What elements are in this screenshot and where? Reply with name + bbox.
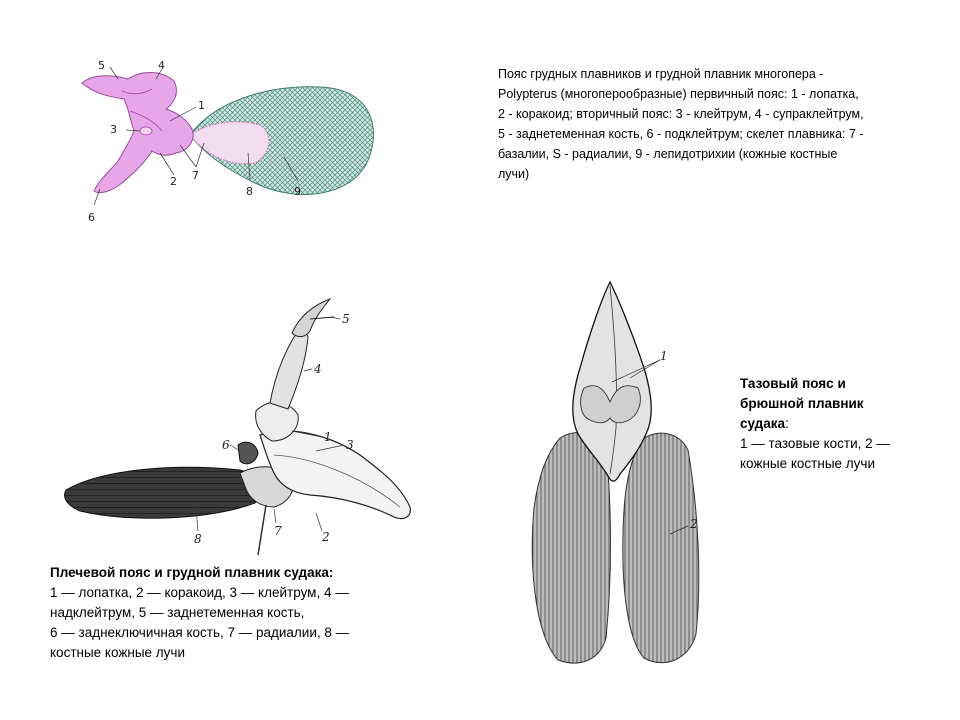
pelvic-label-2: 2 [690, 517, 698, 531]
pikeperch-caption [50, 563, 430, 663]
pikeperch-label-6: 6 [222, 438, 230, 452]
pikeperch-label-7: 7 [274, 524, 282, 538]
pelvic-caption-title-suffix: : [785, 416, 789, 431]
pikeperch-supracleithrum-shape [270, 331, 308, 409]
polypterus-girdle-diagram [70, 55, 390, 235]
pelvic-label-1: 1 [660, 349, 668, 363]
polypterus-label-5: 5 [98, 59, 105, 72]
pelvic-girdle-diagram [520, 278, 730, 678]
pelvic-left-fin-shape [532, 433, 610, 663]
pikeperch-label-5: 5 [342, 312, 350, 326]
pikeperch-cleithrum-shape [260, 431, 410, 518]
pikeperch-caption-body: 1 — лопатка, 2 — коракоид, 3 — клейтрум, 4 — надклейтрум, 5 — заднетеменная кость, 6 — заднеключичная кость, 7 — радиалии, 8 — костные кожные лучи [50, 585, 350, 660]
polypterus-label-9: 9 [294, 185, 301, 198]
polypterus-label-1: 1 [198, 99, 205, 112]
polypterus-label-7: 7 [192, 169, 199, 182]
pikeperch-label-1: 1 [324, 430, 332, 444]
polypterus-label-4: 4 [158, 59, 165, 72]
pelvic-caption-title: Тазовый пояс и брюшной плавник судака [740, 376, 864, 431]
pikeperch-girdle-diagram [60, 285, 430, 560]
pikeperch-label-4: 4 [314, 362, 322, 376]
polypterus-caption [498, 64, 868, 184]
polypterus-label-2: 2 [170, 175, 177, 188]
polypterus-caption-title-line1: Пояс грудных плавников и грудной плавник [498, 67, 752, 81]
polypterus-label-6: 6 [88, 211, 95, 224]
polypterus-caption-body: первичный пояс: 1 - лопатка, 2 - коракоид; вторичный пояс: 3 - клейтрум, 4 - супраклейтрум, 5 - заднетеменная кость, 6 - подклейтрум; скелет плавника: 7 - базалии, S - радиалии, 9 - лепидотрихии (кожные костные лучи) [498, 87, 864, 181]
pikeperch-label-8: 8 [194, 532, 202, 546]
pikeperch-fin-rays-shape [65, 467, 260, 518]
pikeperch-label-3: 3 [346, 438, 354, 452]
polypterus-label-8: 8 [246, 185, 253, 198]
polypterus-label-3: 3 [110, 123, 117, 136]
pikeperch-caption-title: Плечевой пояс и грудной плавник судака: [50, 565, 334, 580]
pelvic-caption [740, 374, 940, 474]
pelvic-right-fin-shape [623, 433, 699, 663]
polypterus-caption-title-line2: многопера - Polypterus (многоперообразные) [498, 67, 824, 101]
pelvic-caption-body: 1 — тазовые кости, 2 — кожные костные лучи [740, 436, 890, 471]
pikeperch-label-2: 2 [322, 530, 330, 544]
